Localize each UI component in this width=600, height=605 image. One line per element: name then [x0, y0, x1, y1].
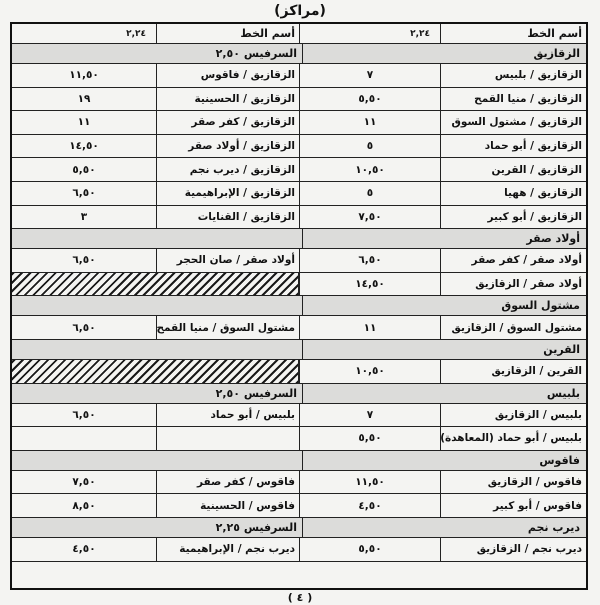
route-name: الزقازيق / بلبيس [494, 69, 582, 82]
route-name: مشتول السوق / منيا القمح [156, 321, 295, 334]
table-row [12, 111, 586, 135]
route-name: أولاد صقر / الزقازيق [475, 278, 582, 291]
table-row [12, 427, 586, 451]
route-fare: ٥,٥٠ [299, 88, 441, 111]
table-row [12, 494, 586, 518]
table-row [12, 249, 586, 273]
route-fare: ٤,٥٠ [12, 538, 157, 561]
page-number: ( ٤ ) [287, 591, 313, 604]
route-name: ديرب نجم / الإبراهيمية [179, 543, 295, 556]
route-fare: ٦,٥٠ [12, 404, 157, 427]
header-price-left: ٢,٢٤ [12, 24, 157, 43]
route-name [153, 427, 299, 450]
header-name-right: أسم الخط [527, 27, 582, 40]
route-name: القرين / الزقازيق [491, 365, 582, 378]
route-name: الزقازيق / ههيا [504, 187, 582, 200]
route-fare: ٣ [12, 206, 157, 229]
table-row [12, 316, 586, 340]
route-fare: ١١ [299, 316, 441, 339]
section-title: أولاد صقر [526, 232, 580, 246]
table-row [12, 88, 586, 112]
route-fare: ١١ [299, 111, 441, 134]
section-title: بلبيس [546, 386, 580, 400]
table-row [12, 135, 586, 159]
table-header [12, 24, 586, 44]
route-name: فاقوس / الزقازيق [487, 476, 582, 489]
route-name: الزقازيق / الإبراهيمية [184, 187, 295, 200]
section-header [12, 384, 586, 404]
route-fare: ٦,٥٠ [12, 182, 157, 205]
section-title: القرين [543, 343, 580, 356]
route-name: بلبيس / أبو حماد (المعاهدة) [440, 432, 582, 445]
route-fare: ٤,٥٠ [299, 494, 441, 517]
table-row [12, 538, 586, 562]
section-title: ديرب نجم [527, 521, 580, 534]
route-fare: ٥,٥٠ [12, 158, 157, 181]
route-fare: ١١,٥٠ [12, 64, 157, 87]
route-name: الزقازيق / مشتول السوق [451, 116, 582, 129]
route-fare [12, 427, 157, 450]
route-fare: ٥ [299, 182, 441, 205]
table-row [12, 182, 586, 206]
hatched-empty-cell [12, 360, 299, 383]
route-fare: ١١ [12, 111, 157, 134]
route-name: الزقازيق / كفر صقر [191, 116, 295, 129]
header-price-right: ٢,٢٤ [299, 24, 441, 43]
route-fare: ١٩ [12, 88, 157, 111]
route-name: الزقازيق / فاقوس [200, 69, 295, 82]
table-row [12, 471, 586, 495]
section-service-fare [12, 296, 303, 315]
fare-table [10, 22, 588, 590]
section-header [12, 451, 586, 471]
section-header [12, 229, 586, 249]
route-name: فاقوس / أبو كبير [493, 499, 582, 512]
page-title-text: (مراكز) [268, 0, 332, 24]
route-fare: ١١,٥٠ [299, 471, 441, 494]
route-fare: ٧,٥٠ [12, 471, 157, 494]
route-fare: ٥ [299, 135, 441, 158]
route-fare: ١٠,٥٠ [299, 158, 441, 181]
section-header [12, 296, 586, 316]
section-header [12, 340, 586, 360]
route-name: بلبيس / أبو حماد [210, 408, 295, 421]
route-fare: ١٤,٥٠ [299, 273, 441, 296]
route-fare: ١٤,٥٠ [12, 135, 157, 158]
route-name: الزقازيق / القنايات [197, 210, 295, 223]
route-fare: ٨,٥٠ [12, 494, 157, 517]
section-service-fare [12, 340, 303, 359]
section-service-fare: السرفيس ٢,٢٥ [215, 521, 297, 534]
section-title: فاقوس [539, 453, 580, 467]
table-row [12, 360, 586, 384]
header-name-left: أسم الخط [240, 27, 295, 40]
route-name: الزقازيق / أولاد صقر [188, 140, 295, 153]
section-title: مشتول السوق [501, 299, 580, 313]
route-name: بلبيس / الزقازيق [494, 408, 582, 421]
route-name: الزقازيق / القرين [491, 163, 582, 176]
route-name: الزقازيق / أبو حماد [484, 140, 582, 153]
route-fare: ١٠,٥٠ [299, 360, 441, 383]
route-fare: ٧,٥٠ [299, 206, 441, 229]
route-name: أولاد صقر / كفر صقر [471, 254, 582, 267]
route-name: الزقازيق / ديرب نجم [189, 163, 295, 176]
section-header [12, 44, 586, 64]
table-row [12, 273, 586, 297]
table-row [12, 64, 586, 88]
table-row [12, 206, 586, 230]
page-title [0, 0, 600, 22]
route-fare: ٦,٥٠ [299, 249, 441, 272]
route-name: ديرب نجم / الزقازيق [476, 543, 582, 556]
route-name: مشتول السوق / الزقازيق [451, 321, 582, 334]
route-fare: ٧ [299, 64, 441, 87]
route-name: الزقازيق / الحسينية [194, 92, 295, 105]
hatched-empty-cell [12, 273, 299, 296]
section-service-fare [12, 229, 303, 248]
section-service-fare [12, 451, 303, 470]
section-header [12, 518, 586, 538]
table-row [12, 158, 586, 182]
table-row [12, 404, 586, 428]
route-name: الزقازيق / أبو كبير [487, 210, 582, 223]
section-service-fare: السرفيس ٢,٥٠ [215, 47, 297, 60]
route-name: الزقازيق / منيا القمح [474, 92, 582, 105]
route-fare: ٧ [299, 404, 441, 427]
route-fare: ٥,٥٠ [299, 538, 441, 561]
section-title: الزقازيق [533, 47, 580, 60]
route-fare: ٦,٥٠ [12, 316, 157, 339]
route-fare: ٦,٥٠ [12, 249, 157, 272]
route-name: فاقوس / كفر صقر [197, 476, 295, 489]
route-name: فاقوس / الحسينية [200, 499, 295, 512]
route-fare: ٥,٥٠ [299, 427, 441, 450]
section-service-fare: السرفيس ٢,٥٠ [215, 386, 297, 400]
route-name: أولاد صقر / صان الحجر [176, 254, 295, 267]
